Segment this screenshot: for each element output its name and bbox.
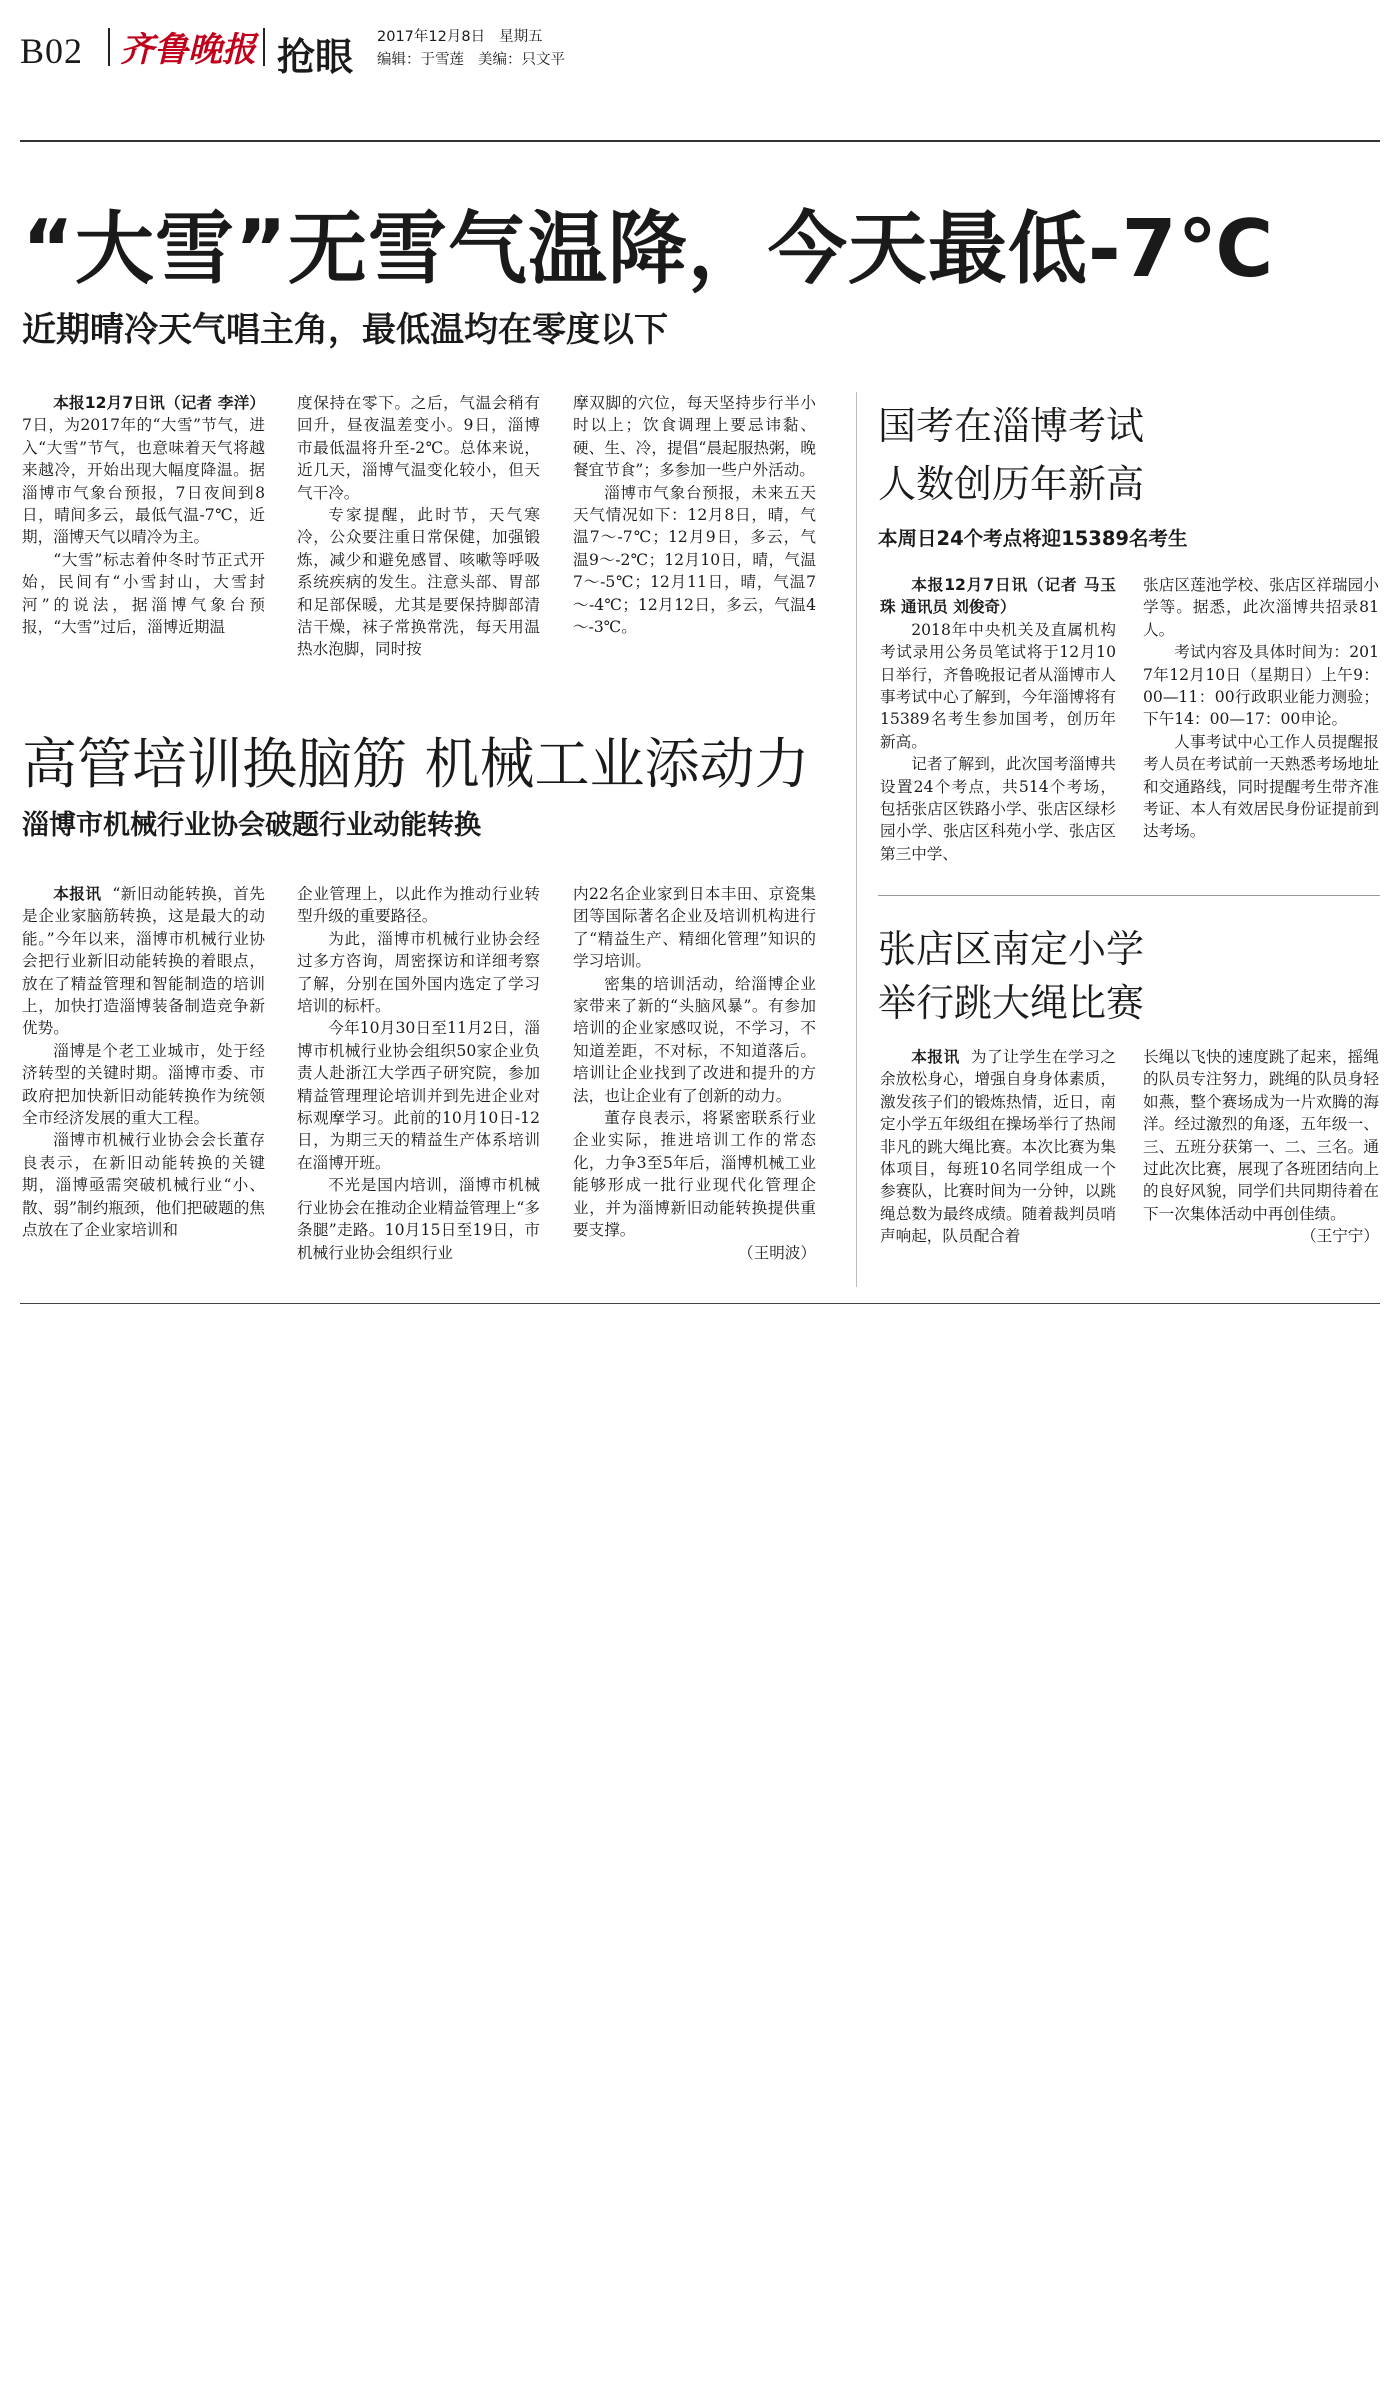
story3-paragraph: 2018年中央机关及直属机构考试录用公务员笔试将于12月10日举行，齐鲁晚报记者从淄博市人事考试中心了解到，今年淄博将有15389名考生参加国考，创历年新高。	[880, 620, 1116, 751]
column-separator	[856, 392, 857, 1287]
page-number: B02	[20, 31, 84, 71]
story2-paragraph: 董存良表示，将紧密联系行业企业实际，推进培训工作的常态化，力争3至5年后，淄博机械工业能够形成一批行业现代化管理企业，并为淄博新旧动能转换提供重要支撑。	[573, 1109, 816, 1240]
story1-lead: 本报12月7日讯（记者 李洋）	[53, 394, 265, 412]
story3-paragraph: 考试内容及具体时间为：2017年12月10日（星期日）上午9：00—11：00行政职业能力测验；下午14：00—17：00申论。	[1143, 643, 1379, 729]
story3-lead: 本报12月7日讯（记者 马玉珠 通讯员 刘俊奇）	[880, 576, 1116, 617]
story1-subhead: 近期晴冷天气唱主角，最低温均在零度以下	[22, 310, 668, 350]
story1-column-1	[22, 392, 265, 674]
story2-paragraph: 内22名企业家到日本丰田、京瓷集团等国际著名企业及培训机构进行了“精益生产、精细化管理”知识的学习培训。	[573, 885, 816, 971]
story2-byline: （王明波）	[738, 1243, 816, 1262]
story2-paragraph: 淄博是个老工业城市，处于经济转型的关键时期。淄博市委、市政府把加快新旧动能转换作为统领全市经济发展的重大工程。	[22, 1041, 265, 1128]
story3-subhead: 本周日24个考点将迎15389名考生	[878, 527, 1188, 550]
story2-lead: 本报讯	[53, 885, 102, 903]
story4-paragraph: 长绳以飞快的速度跳了起来，摇绳的队员专注努力，跳绳的队员身轻如燕，整个赛场成为一片欢腾的海洋。经过激烈的角逐，五年级一、三、五班分获第一、二、三名。通过此次比赛，展现了各班团结向上的良好风貌，同学们共同期待着在下一次集体活动中再创佳绩。	[1143, 1048, 1379, 1223]
issue-date: 2017年12月8日	[377, 29, 486, 45]
story1-paragraph: “大雪”标志着仲冬时节正式开始，民间有“小雪封山，大雪封河”的说法，据淄博气象台预报，“大雪”过后，淄博近期温	[22, 550, 265, 637]
story2-paragraph: 为此，淄博市机械行业协会经过多方咨询，周密探访和详细考察了解，分别在国外国内选定了学习培训的标杆。	[297, 929, 540, 1016]
story3-paragraph: 人事考试中心工作人员提醒报考人员在考试前一天熟悉考场地址和交通路线，同时提醒考生带齐准考证、本人有效居民身份证提前到达考场。	[1143, 732, 1379, 841]
story1-headline: “大雪”无雪气温降，今天最低-7℃	[22, 203, 1275, 295]
section-divider	[878, 895, 1380, 896]
story4-byline: （王宁宁）	[1301, 1227, 1379, 1246]
issue-weekday: 星期五	[499, 29, 543, 45]
masthead-divider	[108, 28, 110, 66]
story1-paragraph: 度保持在零下。之后，气温会稍有回升，昼夜温差变小。9日，淄博市最低温将升至-2℃。总体来说，近几天，淄博气温变化较小，但天气干冷。	[297, 394, 540, 502]
story2-column-3	[573, 883, 816, 1288]
story2-text: “新旧动能转换，首先是企业家脑筋转换，这是最大的动能。”今年以来，淄博市机械行业协会把行业新旧动能转换的着眼点，放在了精益管理和智能制造的培训上，加快打造淄博装备制造竞争新优势。	[22, 885, 265, 1038]
section-title: 抢眼	[277, 35, 354, 79]
top-rule	[20, 140, 1380, 142]
newspaper-logo: 齐鲁晚报	[120, 30, 256, 70]
story1-text: 7日，为2017年的“大雪”节气，进入“大雪”节气，也意味着天气将越来越冷，开始出现大幅度降温。据淄博市气象台预报，7日夜间到8日，晴间多云，最低气温-7℃，近期，淄博天气以晴冷为主。	[22, 416, 265, 547]
story2-paragraph: 淄博市机械行业协会会长董存良表示，在新旧动能转换的关键期，淄博亟需突破机械行业“小、散、弱”制约瓶颈，他们把破题的焦点放在了企业家培训和	[22, 1131, 265, 1240]
issue-date-line	[377, 25, 557, 46]
story4-column-2	[1143, 1046, 1379, 1286]
story3-paragraph: 记者了解到，此次国考淄博共设置24个考点，共514个考场，包括张店区铁路小学、张店区绿杉园小学、张店区科苑小学、张店区第三中学、	[880, 755, 1116, 863]
story4-lead: 本报讯	[911, 1048, 960, 1066]
bottom-rule	[20, 1303, 1380, 1304]
story3-headline-line-2: 人数创历年新高	[878, 462, 1145, 506]
story2-column-1	[22, 883, 265, 1288]
story3-column-1	[880, 574, 1116, 884]
story3-paragraph: 张店区莲池学校、张店区祥瑞园小学等。据悉，此次淄博共招录81人。	[1143, 576, 1379, 639]
story2-paragraph: 企业管理上，以此作为推动行业转型升级的重要路径。	[297, 885, 540, 926]
story1-paragraph: 摩双脚的穴位，每天坚持步行半小时以上；饮食调理上要忌讳黏、硬、生、冷，提倡“晨起服热粥，晚餐宜节食”；多参加一些户外活动。	[573, 394, 816, 480]
story2-headline: 高管培训换脑筋 机械工业添动力	[22, 732, 810, 796]
story2-paragraph: 今年10月30日至11月2日，淄博市机械行业协会组织50家企业负责人赴浙江大学西子研究院，参加精益管理理论培训并到先进企业对标观摩学习。此前的10月10日-12日，为期三天的精益生产体系培训在淄博开班。	[297, 1019, 540, 1172]
story4-column-1	[880, 1046, 1116, 1286]
story3-headline-line-1: 国考在淄博考试	[878, 404, 1145, 448]
story1-column-2	[297, 392, 540, 674]
story1-column-3	[573, 392, 816, 674]
story4-headline-line-1: 张店区南定小学	[878, 927, 1145, 971]
editor-credit: 编辑：于雪莲	[377, 52, 464, 68]
masthead-divider	[263, 28, 265, 66]
credits-line	[377, 48, 579, 69]
story3-column-2	[1143, 574, 1379, 884]
story4-text: 为了让学生在学习之余放松身心，增强自身身体素质，激发孩子们的锻炼热情，近日，南定小学五年级组在操场举行了热闹非凡的跳大绳比赛。本次比赛为集体项目，每班10名同学组成一个参赛队，比赛时间为一分钟，以跳绳总数为最终成绩。随着裁判员哨声响起，队员配合着	[880, 1048, 1116, 1246]
story2-paragraph: 不光是国内培训，淄博市机械行业协会在推动企业精益管理上“多条腿”走路。10月15日至19日，市机械行业协会组织行业	[297, 1176, 540, 1262]
story2-paragraph: 密集的培训活动，给淄博企业家带来了新的“头脑风暴”。有参加培训的企业家感叹说，不学习，不知道差距，不对标，不知道落后。培训让企业找到了改进和提升的方法，也让企业有了创新的动力。	[573, 974, 816, 1105]
story4-headline-line-2: 举行跳大绳比赛	[878, 981, 1145, 1025]
story2-subhead: 淄博市机械行业协会破题行业动能转换	[22, 810, 481, 841]
designer-credit: 美编：只文平	[478, 52, 565, 68]
story2-column-2	[297, 883, 540, 1288]
story1-paragraph: 淄博市气象台预报，未来五天天气情况如下：12月8日，晴，气温7～-7℃；12月9日，多云，气温9～-2℃；12月10日，晴，气温7～-5℃；12月11日，晴，气温7～-4℃；12月12日，多云，气温4～-3℃。	[573, 483, 816, 637]
story1-paragraph: 专家提醒，此时节，天气寒冷，公众要注重日常保健，加强锻炼，减少和避免感冒、咳嗽等呼吸系统疾病的发生。注意头部、胃部和足部保暖，尤其是要保持脚部清洁干燥，袜子常换常洗，每天用温热水泡脚，同时按	[297, 506, 540, 659]
